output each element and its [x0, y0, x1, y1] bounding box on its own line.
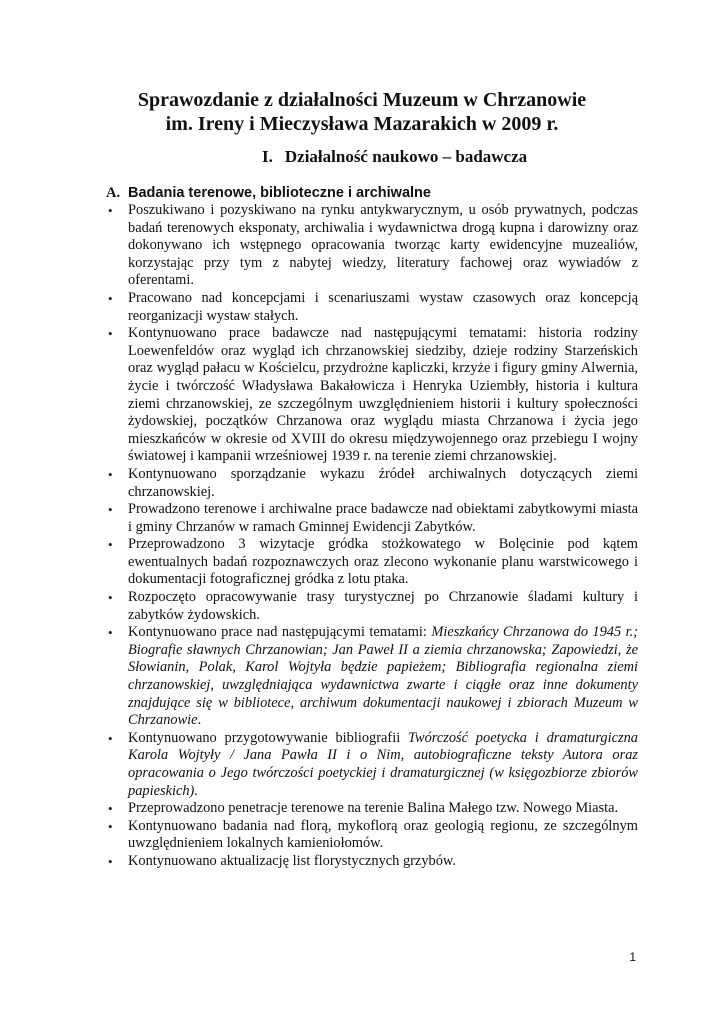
list-item: • Przeprowadzono 3 wizytacje gródka stożkowatego w Bolęcinie pod kątem ewentualnych badań rozpoznawczych oraz zlecono wykonanie planu warstwicowego i dokumentacji fotograficznej gródka z lotu ptaka. — [108, 536, 638, 588]
bullet-icon: • — [108, 801, 113, 817]
list-item: • Kontynuowano aktualizację list florystycznych grzybów. — [108, 852, 456, 869]
title-line-2: im. Ireny i Mieczysława Mazarakich w 2009 r. — [165, 113, 559, 135]
bullet-icon: • — [108, 203, 113, 218]
list-item: • Kontynuowano sporządzanie wykazu źródeł archiwalnych dotyczących ziemi chrzanowskiej. — [108, 465, 638, 500]
document-title — [60, 88, 664, 136]
bullet-list — [106, 202, 638, 871]
bullet-icon: • — [108, 326, 113, 342]
list-item: • Prowadzono terenowe i archiwalne prace badawcze nad obiektami zabytkowymi miasta i gminy Chrzanów w ramach Gminnej Ewidencji Zabytków. — [108, 501, 638, 535]
list-item: • Kontynuowano prace nad następującymi tematami: Mieszkańcy Chrzanowa do 1945 r.; Biografie sławnych Chrzanowian; Jan Paweł II a ziemia chrzanowska; Zapowiedzi, że Słowianin, Polak, Karol Wojtyła będzie papieżem; Bibliografia regionalna ziemi chrzanowskiej, uwzględniająca wydawnictwa zwarte i ciągłe oraz inne dokumenty znajdujące się w bibliotece, archiwum dokumentacji naukowej i zbiorach Muzeum w Chrzanowie. — [108, 624, 638, 729]
bullet-icon: • — [108, 502, 113, 518]
subsection-letter: A. — [106, 185, 121, 201]
page-number: 1 — [629, 950, 636, 964]
subsection-label: Badania terenowe, biblioteczne i archiwalne — [128, 185, 431, 201]
bullet-icon: • — [108, 537, 113, 553]
list-item: • Kontynuowano badania nad florą, mykoflorą oraz geologią regionu, ze szczególnym uwzględnieniem lokalnych kamieniołomów. — [108, 817, 638, 852]
bullet-icon: • — [108, 730, 113, 746]
list-item: • Kontynuowano przygotowywanie bibliografii Twórczość poetycka i dramaturgiczna Karola Wojtyły / Jana Pawła II i o Nim, autobiograficzne teksty Autora oraz opracowania o Jego twórczości poetyckiej i dramaturgicznej (w księgozbiorze zbiorów papieskich). — [108, 729, 638, 799]
bullet-icon: • — [108, 290, 113, 306]
list-item: • Przeprowadzono penetracje terenowe na terenie Balina Małego tzw. Nowego Miasta. — [108, 800, 619, 817]
list-item: • Rozpoczęto opracowywanie trasy turystycznej po Chrzanowie śladami kultury i zabytków żydowskich. — [108, 589, 638, 623]
list-item: • Pracowano nad koncepcjami i scenariuszami wystaw czasowych oraz koncepcją reorganizacji wystaw stałych. — [108, 289, 638, 324]
bullet-icon: • — [108, 590, 113, 606]
list-item: • Poszukiwano i pozyskiwano na rynku antykwarycznym, u osób prywatnych, podczas badań terenowych eksponaty, archiwalia i wydawnictwa drogą kupna i darowizny oraz dokonywano ich wstępnego opracowania tworząc karty ewidencyjne muzealiów, korzystając przy tym z nabytej wiedzy, literatury fachowej oraz wywiadów z oferentami. — [108, 202, 638, 289]
subsection-heading — [106, 184, 431, 202]
bullet-icon: • — [108, 466, 113, 482]
bullet-icon: • — [108, 625, 113, 641]
list-item: • Kontynuowano prace badawcze nad następującymi tematami: historia rodziny Loewenfeldów oraz wygląd ich chrzanowskiej siedziby, dzieje rodziny Starzeńskich oraz wygląd pałacu w Kościelcu, przydrożne kapliczki, krzyże i figury gminy Alwernia, życie i twórczość Władysława Bakałowicza i Henryka Uziembły, historia i kultura ziemi chrzanowskiej, ze szczególnym uwzględnieniem historii i kultury społeczności żydowskiej, początków Chrzanowa oraz wyglądu miasta Chrzanowa i życia jego mieszkańców w okresie od XVIII do okresu międzywojennego oraz przebiegu I wojny światowej i kampanii wrześniowej 1939 r. na terenie ziemi chrzanowskiej. — [108, 325, 638, 465]
section-label: Działalność naukowo – badawcza — [284, 147, 528, 166]
bullet-icon: • — [108, 853, 113, 869]
section-heading — [262, 147, 527, 167]
section-number: I. — [262, 147, 273, 166]
title-line-1: Sprawozdanie z działalności Muzeum w Chrzanowie — [137, 89, 587, 111]
bullet-icon: • — [108, 818, 113, 834]
